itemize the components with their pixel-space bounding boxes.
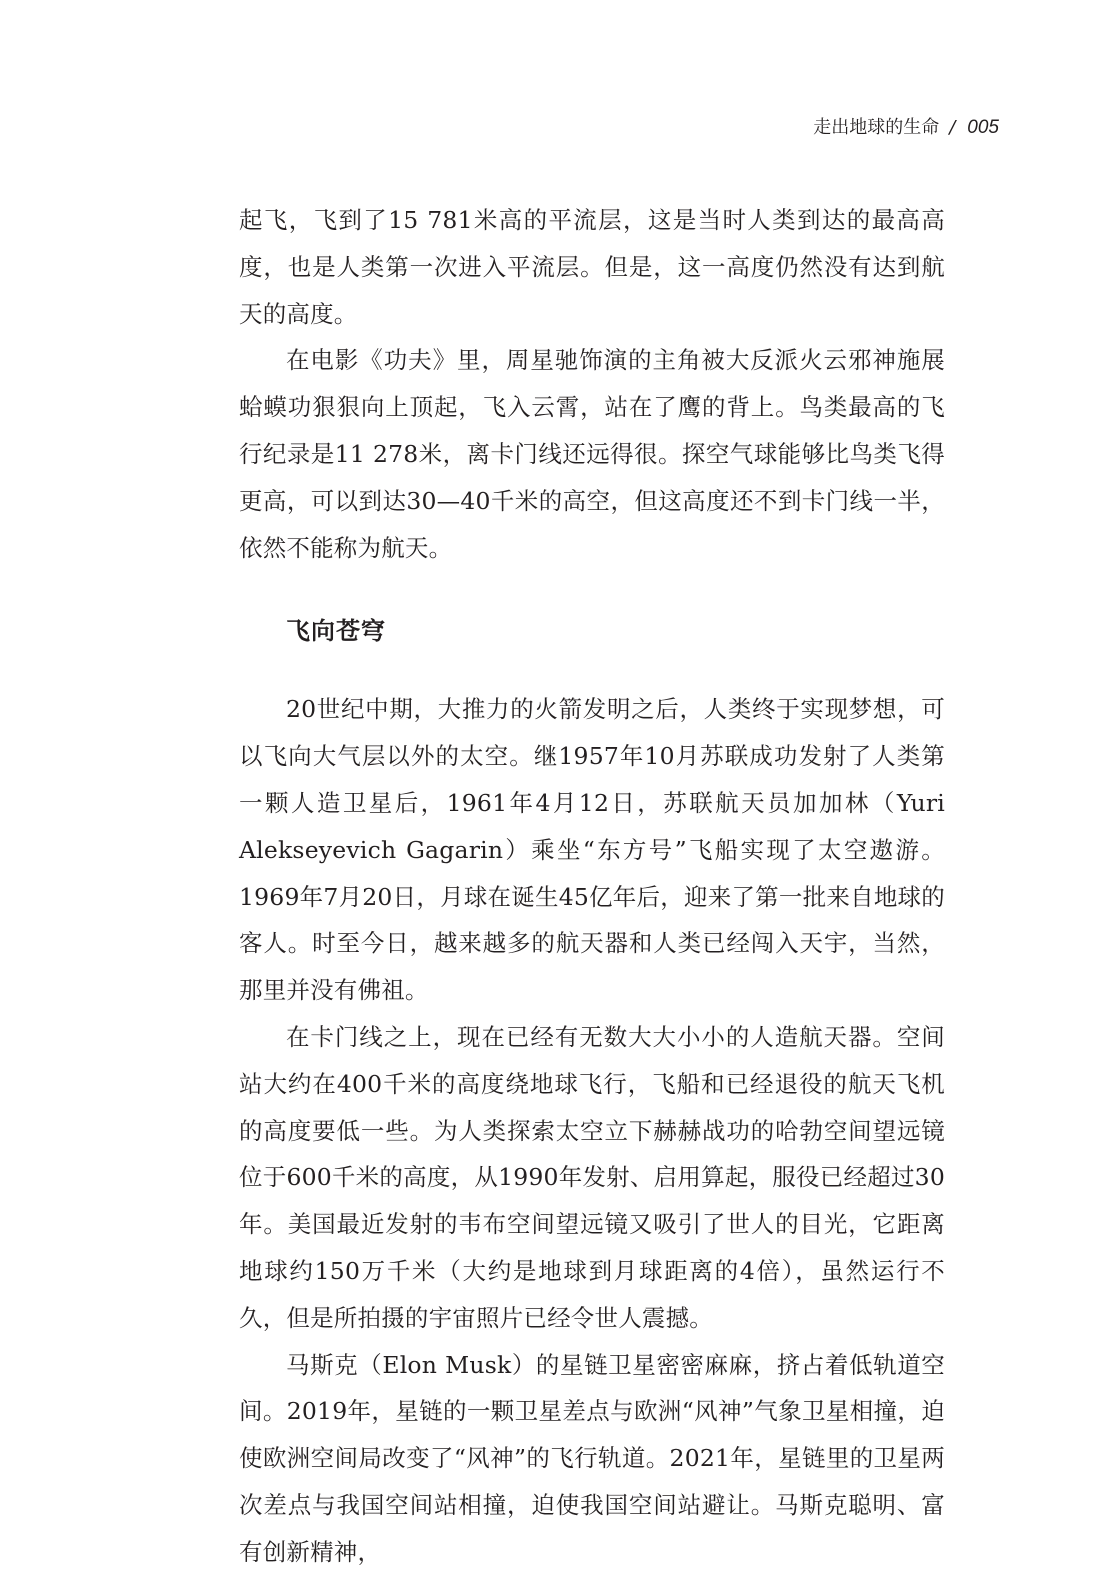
header-separator: /: [949, 117, 956, 138]
page-number: 005: [967, 117, 999, 138]
section-heading: 飞向苍穹: [286, 617, 386, 646]
paragraph-continued: 起飞，飞到了15 781米高的平流层，这是当时人类到达的最高高度，也是人类第一次进入平流层。但是，这一高度仍然没有达到航天的高度。: [239, 206, 945, 328]
running-header: [813, 116, 999, 140]
paragraph-spacecraft: 在卡门线之上，现在已经有无数大大小小的人造航天器。空间站大约在400千米的高度绕地球飞行，飞船和已经退役的航天飞机的高度要低一些。为人类探索太空立下赫赫战功的哈勃空间望远镜位于600千米的高度，从1990年发射、启用算起，服役已经超过30年。美国最近发射的韦布空间望远镜又吸引了世人的目光，它距离地球约150万千米（大约是地球到月球距离的4倍），虽然运行不久，但是所拍摄的宇宙照片已经令世人震撼。: [239, 1022, 945, 1332]
paragraph-kungfu: 在电影《功夫》里，周星驰饰演的主角被大反派火云邪神施展蛤蟆功狠狠向上顶起，飞入云霄，站在了鹰的背上。鸟类最高的飞行纪录是11 278米，离卡门线还远得很。探空气球能够比鸟类飞得更高，可以到达30—40千米的高空，但这高度还不到卡门线一半，依然不能称为航天。: [239, 346, 945, 562]
paragraph-starlink: 马斯克（Elon Musk）的星链卫星密密麻麻，挤占着低轨道空间。2019年，星链的一颗卫星差点与欧洲“风神”气象卫星相撞，迫使欧洲空间局改变了“风神”的飞行轨道。2021年，星链里的卫星两次差点与我国空间站相撞，迫使我国空间站避让。马斯克聪明、富有创新精神，: [239, 1350, 945, 1566]
paragraph-space-age: 20世纪中期，大推力的火箭发明之后，人类终于实现梦想，可以飞向大气层以外的太空。继1957年10月苏联成功发射了人类第一颗人造卫星后，1961年4月12日，苏联航天员加加林（Yuri Alekseyevich Gagarin）乘坐“东方号”飞船实现了太空遨游。1969年7月20日，月球在诞生45亿年后，迎来了第一批来自地球的客人。时至今日，越来越多的航天器和人类已经闯入天宇，当然，那里并没有佛祖。: [239, 695, 945, 1005]
body-text: [239, 197, 945, 1576]
chapter-title: 走出地球的生命: [813, 117, 940, 138]
